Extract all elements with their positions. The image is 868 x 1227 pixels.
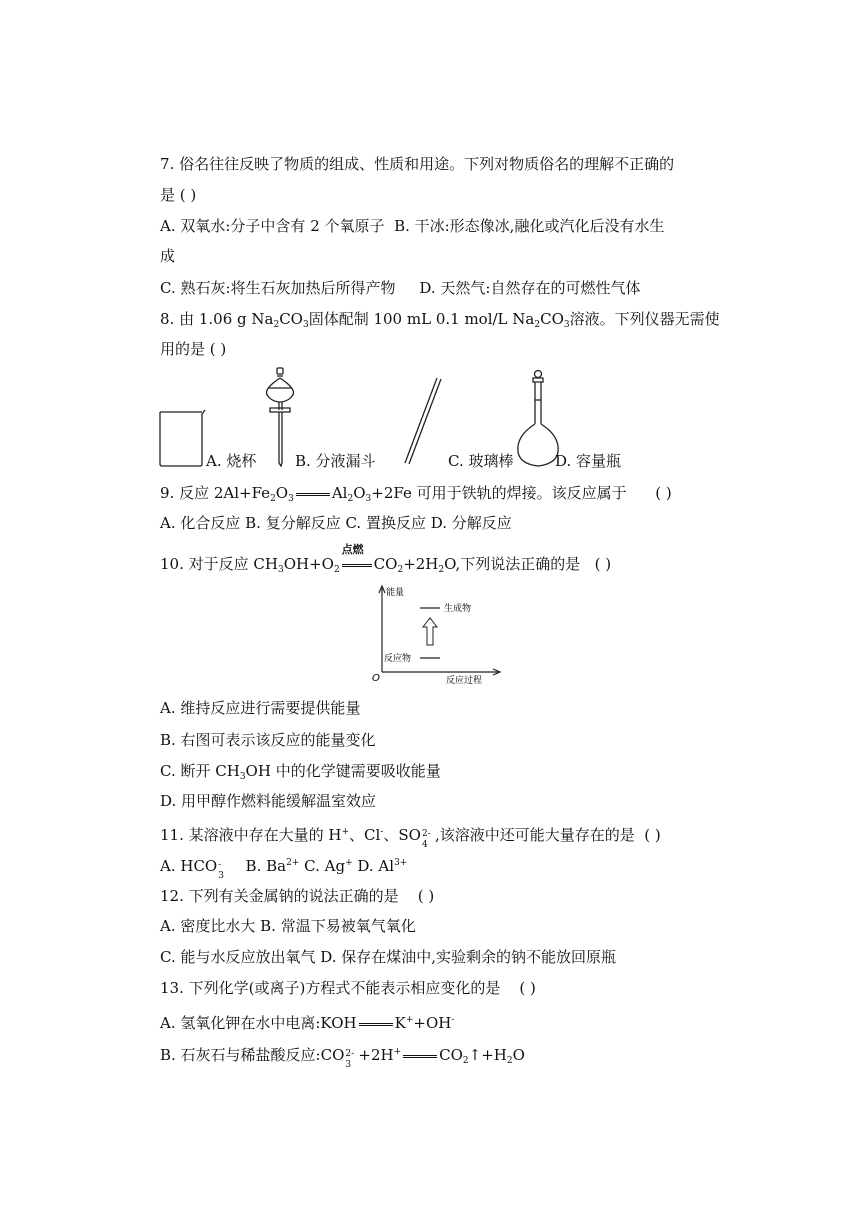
q13-h: +2H — [358, 1046, 394, 1064]
q10-sub: 2 — [438, 565, 445, 575]
q10-option-b: B. 右图可表示该反应的能量变化 — [160, 731, 376, 749]
q10-oh: OH+O — [283, 555, 334, 573]
q7-options-ab — [160, 216, 664, 236]
q10-condition-arrow — [340, 543, 374, 574]
q10-energy-diagram — [366, 582, 506, 687]
q10-option-c — [160, 761, 441, 787]
q13-k: K — [394, 1014, 406, 1032]
q10-equals-bar — [342, 564, 372, 567]
q7-options-cd — [160, 278, 640, 298]
q10-option-a: A. 维持反应进行需要提供能量 — [160, 699, 361, 717]
q10-stem-prefix: 10. 对于反应 CH — [160, 555, 278, 573]
graph-origin: O — [372, 673, 380, 684]
q13-stem-text: 13. 下列化学(或离子)方程式不能表示相应变化的是 — [160, 979, 501, 997]
q8-stem-suffix: 溶液。下列仪器无需使 — [569, 310, 720, 328]
q10-condition: 点燃 — [341, 543, 364, 556]
q8-stem-mid: 固体配制 100 mL 0.1 mol/L Na — [308, 310, 535, 328]
q8-co: CO — [540, 310, 564, 328]
q8-label-d: D. 容量瓶 — [555, 452, 622, 470]
glass-rod-icon — [405, 378, 441, 464]
separatory-funnel-icon — [267, 368, 294, 466]
q12-stem-text: 12. 下列有关金属钠的说法正确的是 — [160, 887, 399, 905]
q13-oh: +OH — [413, 1014, 452, 1032]
q7-option-a: A. 双氧水:分子中含有 2 个氧原子 — [160, 217, 385, 235]
graph-reactant-label: 反应物 — [384, 654, 412, 664]
q11-so: 、SO — [383, 826, 421, 844]
q11-stem — [160, 822, 661, 850]
q11-sup: 3+ — [394, 858, 408, 868]
beaker-icon — [160, 410, 205, 466]
q7-option-b: B. 干冰:形态像冰,融化或汽化后没有水生 — [394, 217, 665, 235]
q11-answer-bracket: ( ) — [644, 826, 661, 844]
q10-sub: 3 — [239, 772, 246, 782]
q11-options — [160, 853, 408, 881]
q9-sub: 2 — [270, 494, 276, 504]
q13-sup: + — [405, 1015, 414, 1025]
q13-option-a — [160, 1010, 454, 1033]
q8-sub: 3 — [563, 320, 570, 330]
q10-stem — [160, 543, 612, 580]
q11-stem-prefix: 11. 某溶液中存在大量的 H — [160, 826, 342, 844]
q8-stem-prefix: 8. 由 1.06 g Na — [160, 310, 274, 328]
graph-x-label: 反应过程 — [446, 676, 483, 686]
q13-option-b — [160, 1042, 525, 1071]
q11-stem-suffix: ,该溶液中还可能大量存在的是 — [434, 826, 635, 844]
q11-option-c: C. Ag — [304, 857, 346, 875]
q9-equals-bar — [296, 493, 330, 496]
q11-sup: + — [345, 858, 353, 868]
q9-sub: 3 — [365, 494, 372, 504]
q9-stem-suffix: +2Fe 可用于铁轨的焊接。该反应属于 — [371, 484, 627, 502]
q12-options-ab: A. 密度比水大 B. 常温下易被氧气氧化 — [160, 917, 416, 935]
q12-answer-bracket: ( ) — [417, 887, 435, 905]
q10-co: CO — [373, 555, 398, 573]
q11-so4-indices — [421, 826, 435, 850]
q8-co: CO — [279, 310, 303, 328]
q9-stem — [160, 483, 672, 509]
q10-stem-suffix: O,下列说法正确的是 — [444, 555, 581, 573]
q8-sub: 2 — [534, 320, 541, 330]
q9-al-o: O — [353, 484, 366, 502]
q13-sub: 2 — [506, 1056, 513, 1066]
q11-sup: 2- — [421, 829, 431, 839]
q9-options: A. 化合反应 B. 复分解反应 C. 置换反应 D. 分解反应 — [160, 514, 512, 532]
q8-stem-line2: 用的是 ( ) — [160, 340, 227, 358]
q11-option-d: D. Al — [357, 857, 395, 875]
q9-sub: 3 — [288, 494, 294, 504]
q11-cl: 、Cl — [349, 826, 381, 844]
q10-option-c-prefix: C. 断开 CH — [160, 762, 240, 780]
q11-option-a: A. HCO — [160, 857, 218, 875]
q8-apparatus-drawings — [0, 360, 868, 470]
q13-co2: CO — [439, 1046, 463, 1064]
graph-y-label: 能量 — [386, 588, 405, 598]
q11-charge: - — [380, 827, 384, 837]
q13-answer-bracket: ( ) — [519, 979, 536, 997]
q12-stem — [160, 886, 434, 906]
q13-sup: 2- — [345, 1049, 355, 1059]
q13-sub: 3 — [345, 1060, 352, 1070]
q10-sub: 2 — [333, 565, 340, 575]
q8-sub: 2 — [273, 320, 280, 330]
q11-sub: 3 — [218, 871, 224, 881]
q8-label-a: A. 烧杯 — [206, 452, 257, 470]
q8-sub: 3 — [302, 320, 309, 330]
q7-stem-line1: 7. 俗名往往反映了物质的组成、性质和用途。下列对物质俗名的理解不正确的 — [160, 155, 675, 173]
q11-sup: 2+ — [286, 858, 300, 868]
q13-tail: ↑+H — [468, 1046, 507, 1064]
q10-sub: 3 — [277, 565, 284, 575]
q13-sup: + — [393, 1047, 402, 1057]
q8-stem-line1 — [160, 309, 720, 335]
q13-equals-bar — [359, 1023, 393, 1026]
energy-up-arrow-icon — [423, 618, 437, 645]
q11-option-b: B. Ba — [245, 857, 287, 875]
graph-product-label: 生成物 — [444, 604, 472, 614]
q13-sup: - — [451, 1015, 455, 1025]
q13-sub: 2 — [462, 1056, 469, 1066]
volumetric-flask-icon — [518, 371, 558, 467]
q13-option-b-prefix: B. 石灰石与稀盐酸反应:CO — [160, 1046, 345, 1064]
q13-co3-indices — [344, 1046, 358, 1070]
q8-label-b: B. 分液漏斗 — [295, 452, 376, 470]
q13-o: O — [512, 1046, 525, 1064]
q11-charge: + — [341, 827, 350, 837]
q10-option-d: D. 用甲醇作燃料能缓解温室效应 — [160, 792, 377, 810]
q7-stem-line2: 是 ( ) — [160, 186, 197, 204]
q11-sup: - — [218, 860, 222, 870]
q10-sub: 2 — [397, 565, 404, 575]
q10-plus: +2H — [403, 555, 439, 573]
q9-stem-prefix: 9. 反应 2Al+Fe — [160, 484, 271, 502]
q10-option-c-suffix: OH 中的化学键需要吸收能量 — [245, 762, 441, 780]
q9-al: Al — [331, 484, 348, 502]
q10-answer-bracket: ( ) — [594, 555, 612, 573]
q7-option-b-cont: 成 — [160, 247, 176, 265]
q9-fe-o: O — [275, 484, 289, 502]
q8-label-c: C. 玻璃棒 — [448, 452, 514, 470]
q13-option-a-prefix: A. 氢氧化钾在水中电离:KOH — [160, 1014, 357, 1032]
q13-equals-bar — [403, 1055, 437, 1058]
q11-hco3-indices — [217, 857, 231, 881]
q11-sub: 4 — [421, 840, 428, 850]
q13-stem — [160, 978, 536, 998]
q9-sub: 2 — [347, 494, 354, 504]
q7-option-c: C. 熟石灰:将生石灰加热后所得产物 — [160, 279, 396, 297]
q12-options-cd: C. 能与水反应放出氧气 D. 保存在煤油中,实验剩余的钠不能放回原瓶 — [160, 948, 617, 966]
q7-option-d: D. 天然气:自然存在的可燃性气体 — [419, 279, 641, 297]
q9-answer-bracket: ( ) — [655, 484, 672, 502]
